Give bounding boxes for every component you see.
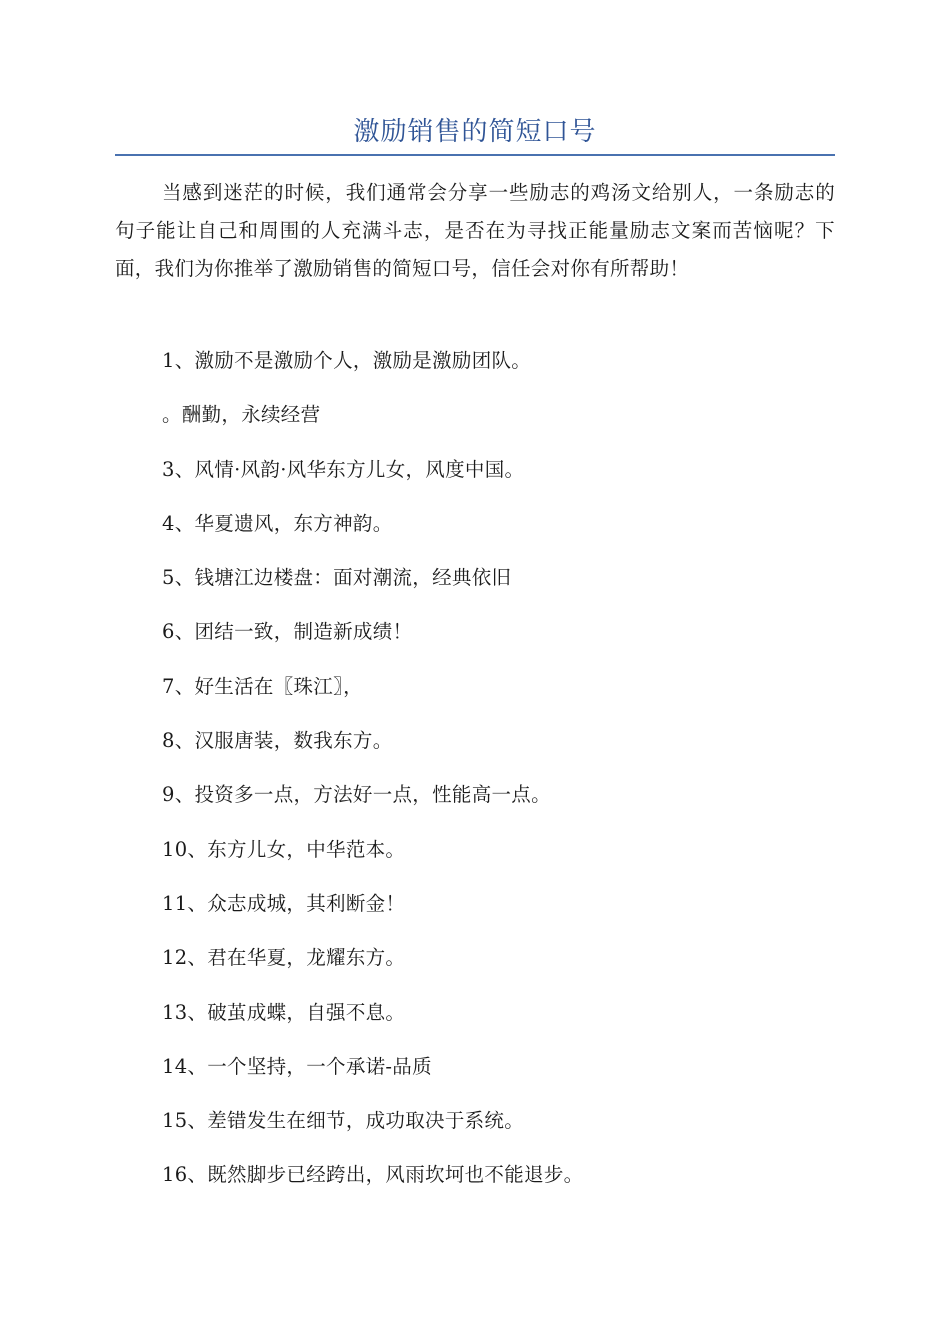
slogan-item: 13、破茧成蝶，自强不息。	[162, 1000, 406, 1024]
slogan-item: 5、钱塘江边楼盘：面对潮流，经典依旧	[162, 566, 512, 590]
slogan-item: 6、团结一致，制造新成绩！	[162, 620, 413, 644]
slogan-item: 14、一个坚持，一个承诺-品质	[162, 1054, 432, 1078]
title-underline	[115, 154, 835, 156]
slogan-item: 9、投资多一点，方法好一点，性能高一点。	[162, 783, 551, 807]
slogan-item: 3、风情·风韵·风华东方儿女，风度中国。	[162, 457, 525, 481]
slogan-list	[115, 342, 835, 1211]
slogan-item: 16、既然脚步已经跨出，风雨坎坷也不能退步。	[162, 1163, 584, 1187]
slogan-item: 7、好生活在〖珠江〗，	[162, 674, 363, 698]
slogan-item: 10、东方儿女，中华范本。	[162, 837, 406, 861]
slogan-item: 15、差错发生在细节，成功取决于系统。	[162, 1109, 525, 1133]
slogan-item: 12、君在华夏，龙耀东方。	[162, 946, 406, 970]
slogan-item: 。酬勤，永续经营	[162, 403, 321, 427]
slogan-item: 1、激励不是激励个人，激励是激励团队。	[162, 349, 532, 372]
slogan-item: 4、华夏遗风，东方神韵。	[162, 511, 393, 535]
slogan-item: 11、众志成城，其利断金！	[162, 891, 406, 915]
document-title: 激励销售的简短口号	[353, 117, 597, 147]
slogan-item: 8、汉服唐装，数我东方。	[162, 729, 393, 753]
intro-paragraph: 当感到迷茫的时候，我们通常会分享一些励志的鸡汤文给别人，一条励志的句子能让自己和周围的人充满斗志，是否在为寻找正能量励志文案而苦恼呢？下面，我们为你推举了激励销售的简短口号，信任会对你有所帮助！	[115, 181, 835, 280]
